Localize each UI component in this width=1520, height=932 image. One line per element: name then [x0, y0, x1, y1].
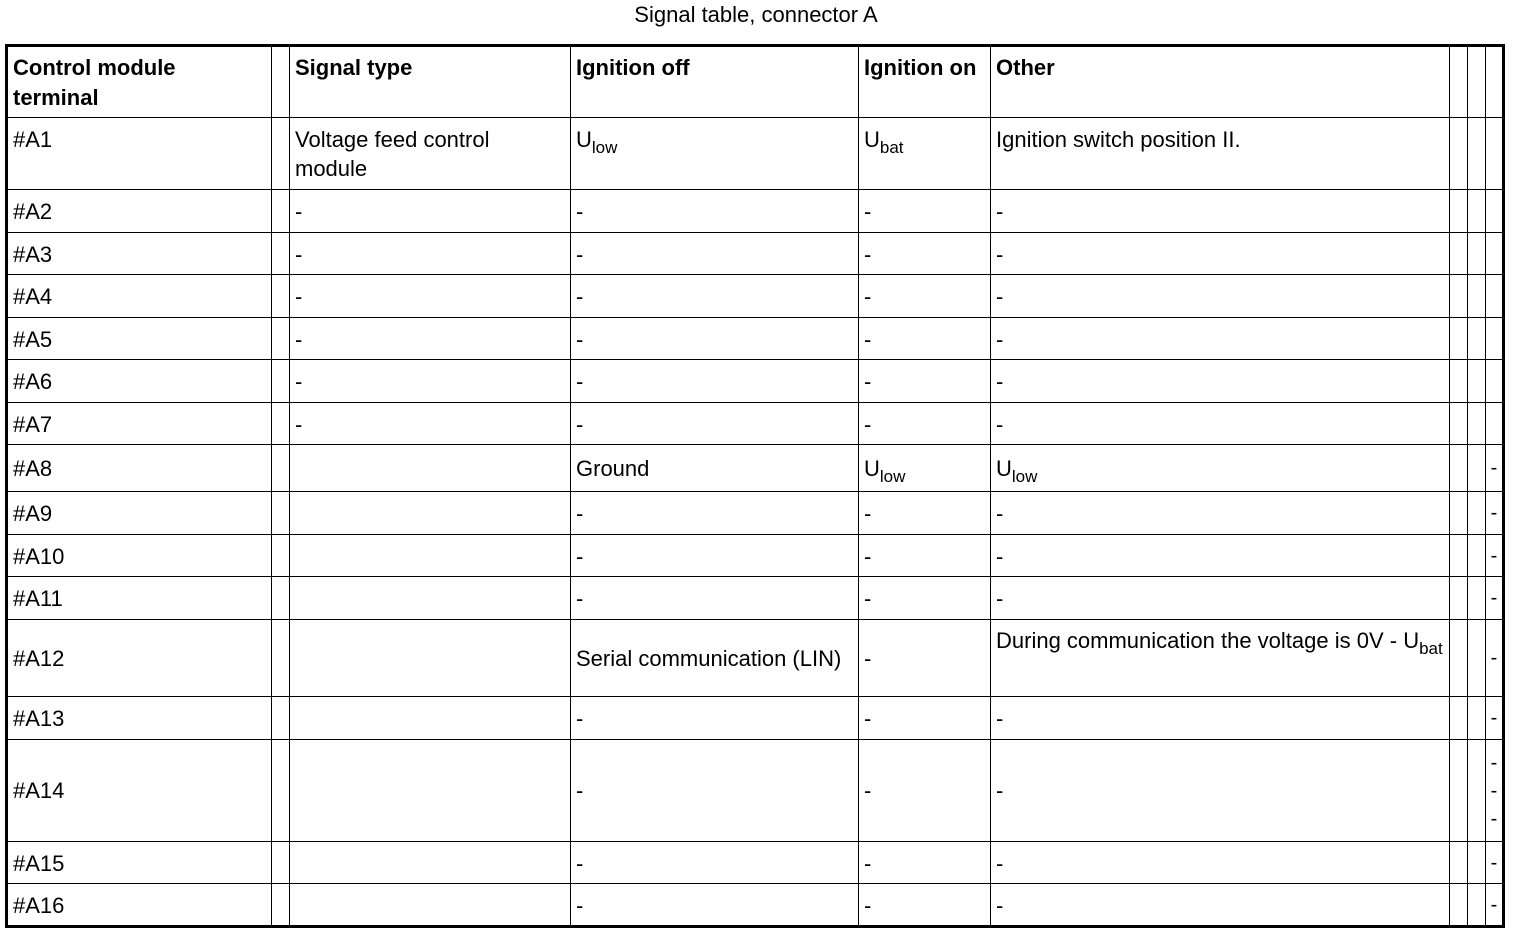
ignition-on-cell: $U_{low}$: [859, 445, 991, 492]
ignition-off-cell: Ground: [571, 445, 859, 492]
spacer-cell: [272, 740, 290, 842]
extra-cell: [1468, 492, 1486, 535]
ignition-on-cell: -: [859, 620, 991, 697]
extra-cell: [1450, 577, 1468, 620]
table-row: [7, 190, 1504, 233]
extra-cell: [1468, 740, 1486, 842]
ignition-on-cell: $U_{bat}$: [859, 118, 991, 190]
extra-cell: [1468, 233, 1486, 275]
ignition-on-cell: -: [859, 535, 991, 577]
other-cell: -: [991, 697, 1450, 740]
terminal-cell: #A8: [7, 445, 272, 492]
extra-cell: [1486, 190, 1504, 233]
extra-cell: [1450, 318, 1468, 360]
other-cell: -: [991, 740, 1450, 842]
extra-cell: [1468, 577, 1486, 620]
header-spacer: [272, 46, 290, 118]
spacer-cell: [272, 318, 290, 360]
ignition-on-cell: -: [859, 697, 991, 740]
table-caption: Signal table, connector A: [634, 2, 878, 27]
extra-cell: -: [1486, 842, 1504, 884]
extra-cell: [1450, 697, 1468, 740]
signal-type-cell: -: [290, 190, 571, 233]
table-row: [7, 360, 1504, 403]
extra-cell: [1468, 842, 1486, 884]
extra-cell: [1450, 842, 1468, 884]
extra-cell: [1450, 360, 1468, 403]
table-row: [7, 620, 1504, 697]
terminal-cell: #A12: [7, 620, 272, 697]
table-row: [7, 884, 1504, 927]
other-cell: -: [991, 233, 1450, 275]
extra-dash-stack: [1486, 749, 1502, 833]
extra-cell: [1486, 360, 1504, 403]
ignition-off-cell: $U_{low}$: [571, 118, 859, 190]
spacer-cell: [272, 577, 290, 620]
extra-cell: [1468, 535, 1486, 577]
signal-type-cell: -: [290, 360, 571, 403]
extra-cell: [1450, 233, 1468, 275]
signal-type-cell: [290, 577, 571, 620]
signal-type-cell: -: [290, 318, 571, 360]
extra-cell: [1450, 445, 1468, 492]
extra-cell: [1468, 360, 1486, 403]
other-cell: $U_{low}$: [991, 445, 1450, 492]
signal-type-cell: -: [290, 233, 571, 275]
ignition-off-cell: -: [571, 233, 859, 275]
other-cell: During communication the voltage is $0V - U_{bat}$: [991, 620, 1450, 697]
extra-cell: [1450, 492, 1468, 535]
terminal-cell: #A5: [7, 318, 272, 360]
signal-type-cell: [290, 492, 571, 535]
extra-cell: -: [1486, 445, 1504, 492]
extra-cell: [1468, 445, 1486, 492]
header-terminal: Control module terminal: [7, 46, 272, 118]
ignition-off-cell: -: [571, 318, 859, 360]
spacer-cell: [272, 535, 290, 577]
terminal-cell: #A10: [7, 535, 272, 577]
signal-type-cell: [290, 740, 571, 842]
other-cell: -: [991, 842, 1450, 884]
ignition-on-cell: -: [859, 577, 991, 620]
spacer-cell: [272, 360, 290, 403]
other-cell: Ignition switch position II.: [991, 118, 1450, 190]
header-signal-type: Signal type: [290, 46, 571, 118]
extra-cell: [1486, 275, 1504, 318]
signal-type-cell: [290, 620, 571, 697]
table-row: [7, 842, 1504, 884]
terminal-cell: #A4: [7, 275, 272, 318]
extra-cell: [1450, 403, 1468, 445]
signal-type-cell: -: [290, 275, 571, 318]
spacer-cell: [272, 620, 290, 697]
extra-cell: [1486, 403, 1504, 445]
extra-cell: [1468, 190, 1486, 233]
extra-cell: -: [1486, 492, 1504, 535]
signal-type-cell: [290, 445, 571, 492]
signal-type-cell: [290, 842, 571, 884]
ignition-on-cell: -: [859, 403, 991, 445]
table-row: [7, 535, 1504, 577]
extra-cell: [1486, 233, 1504, 275]
extra-cell: [1450, 190, 1468, 233]
table-row: [7, 275, 1504, 318]
ignition-on-cell: -: [859, 492, 991, 535]
extra-cell: [1468, 884, 1486, 927]
table-row: [7, 697, 1504, 740]
terminal-cell: #A11: [7, 577, 272, 620]
extra-cell: -: [1486, 697, 1504, 740]
spacer-cell: [272, 190, 290, 233]
other-cell: -: [991, 190, 1450, 233]
terminal-cell: #A3: [7, 233, 272, 275]
spacer-cell: [272, 492, 290, 535]
ignition-on-cell: -: [859, 740, 991, 842]
ignition-off-cell: -: [571, 697, 859, 740]
ignition-on-cell: -: [859, 884, 991, 927]
ignition-off-cell: -: [571, 190, 859, 233]
signal-type-cell: [290, 697, 571, 740]
extra-cell: -: [1486, 577, 1504, 620]
extra-cell: [1450, 535, 1468, 577]
terminal-cell: #A2: [7, 190, 272, 233]
extra-cell: [1468, 620, 1486, 697]
extra-cell: [1450, 118, 1468, 190]
extra-cell: [1468, 118, 1486, 190]
table-row: [7, 492, 1504, 535]
header-ignition-on: Ignition on: [859, 46, 991, 118]
other-cell: -: [991, 318, 1450, 360]
header-extra-2: [1468, 46, 1486, 118]
spacer-cell: [272, 445, 290, 492]
table-row: [7, 403, 1504, 445]
ignition-on-cell: -: [859, 318, 991, 360]
extra-cell: [1450, 740, 1468, 842]
other-cell: -: [991, 360, 1450, 403]
table-row: [7, 445, 1504, 492]
extra-cell: [1486, 118, 1504, 190]
signal-type-cell: Voltage feed control module: [290, 118, 571, 190]
ignition-off-cell: -: [571, 740, 859, 842]
ignition-off-cell: -: [571, 577, 859, 620]
ignition-off-cell: Serial communication (LIN): [571, 620, 859, 697]
table-row: [7, 318, 1504, 360]
extra-cell: [1450, 620, 1468, 697]
extra-cell: -: [1486, 535, 1504, 577]
extra-cell: [1486, 740, 1504, 842]
header-extra-1: [1450, 46, 1468, 118]
ignition-off-cell: -: [571, 275, 859, 318]
terminal-cell: #A14: [7, 740, 272, 842]
extra-cell: [1468, 275, 1486, 318]
spacer-cell: [272, 233, 290, 275]
terminal-cell: #A1: [7, 118, 272, 190]
extra-cell: [1450, 275, 1468, 318]
signal-type-cell: -: [290, 403, 571, 445]
terminal-cell: #A15: [7, 842, 272, 884]
table-row: [7, 577, 1504, 620]
ignition-on-cell: -: [859, 842, 991, 884]
ignition-on-cell: -: [859, 275, 991, 318]
table-row: [7, 233, 1504, 275]
table-row: [7, 118, 1504, 190]
ignition-on-cell: -: [859, 360, 991, 403]
other-cell: -: [991, 492, 1450, 535]
terminal-cell: #A16: [7, 884, 272, 927]
header-other: Other: [991, 46, 1450, 118]
spacer-cell: [272, 697, 290, 740]
spacer-cell: [272, 842, 290, 884]
extra-cell: [1468, 697, 1486, 740]
terminal-cell: #A7: [7, 403, 272, 445]
extra-cell: -: [1486, 620, 1504, 697]
extra-dash: -: [1490, 807, 1498, 830]
ignition-off-cell: -: [571, 535, 859, 577]
table-row: [7, 740, 1504, 842]
spacer-cell: [272, 884, 290, 927]
header-extra-3: [1486, 46, 1504, 118]
other-cell: -: [991, 577, 1450, 620]
ignition-off-cell: -: [571, 360, 859, 403]
spacer-cell: [272, 403, 290, 445]
signal-table: [5, 44, 1505, 928]
extra-cell: [1486, 318, 1504, 360]
extra-cell: -: [1486, 884, 1504, 927]
other-cell: -: [991, 884, 1450, 927]
signal-type-cell: [290, 535, 571, 577]
extra-cell: [1468, 318, 1486, 360]
spacer-cell: [272, 118, 290, 190]
extra-cell: [1468, 403, 1486, 445]
other-cell: -: [991, 403, 1450, 445]
terminal-cell: #A13: [7, 697, 272, 740]
terminal-cell: #A9: [7, 492, 272, 535]
other-cell: -: [991, 535, 1450, 577]
extra-cell: [1450, 884, 1468, 927]
signal-type-cell: [290, 884, 571, 927]
extra-dash: -: [1490, 751, 1498, 774]
header-row: [7, 46, 1504, 118]
extra-dash: -: [1490, 779, 1498, 802]
ignition-off-cell: -: [571, 403, 859, 445]
terminal-cell: #A6: [7, 360, 272, 403]
header-ignition-off: Ignition off: [571, 46, 859, 118]
ignition-on-cell: -: [859, 190, 991, 233]
ignition-off-cell: -: [571, 884, 859, 927]
ignition-off-cell: -: [571, 492, 859, 535]
other-cell: -: [991, 275, 1450, 318]
ignition-on-cell: -: [859, 233, 991, 275]
spacer-cell: [272, 275, 290, 318]
ignition-off-cell: -: [571, 842, 859, 884]
